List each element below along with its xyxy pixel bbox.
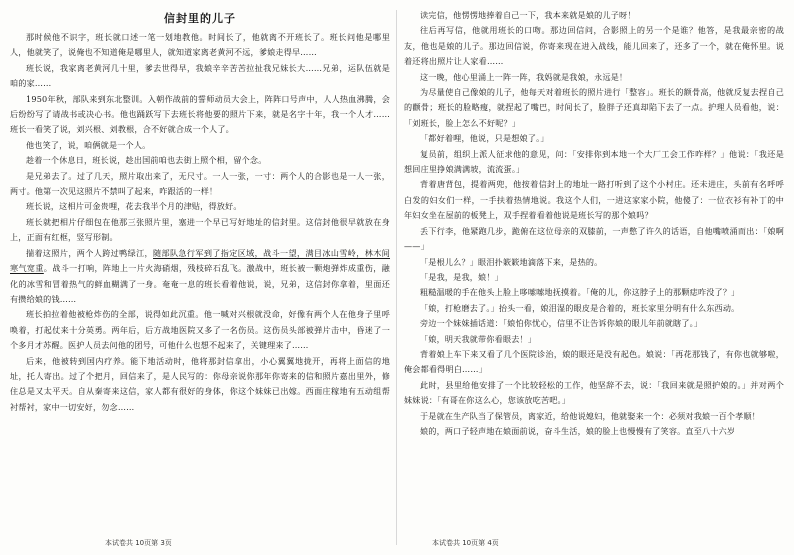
left-page-body	[10, 30, 390, 415]
right-paragraph-18: 娘的，两口子轻声地在娘面前说，奋斗生活，娘的脸上也慢慢有了笑容。直至八十六岁	[420, 425, 736, 436]
left-paragraph-10: 班长拍拉着他被枪炸伤的全部，说得如此沉重。他一喊对兴根就没命，好像有两个人在他身子里呼唤着，打起仗来十分英勇。两年后，后方战地医院又多了一名伤员。这伤员头部被弹片击中，昏迷了一个多月才苏醒。医护人员去问他的团号，可他什么也想不起来了，关键理来了……	[10, 309, 390, 351]
left-paragraph-6: 是兄弟去了。过了几天，照片取出来了，无尺寸。一人一张，一寸：两个人的合影也是一人一张，两寸。他第一次见这照片不禁叫了起来，咋跟活的一样！	[10, 170, 390, 197]
left-paragraph-3: 1950年秋，部队来到东北整训。入朝作战前的誓师动员大会上，阵阵口号声中，人人热血沸腾，会后纷纷写了请战书或决心书。他也踊跃写下去班长将他要的照片下来，就是名字十年，我一个人才……班长一看笑了说，刘兴根、刘教根，合不好就合成一个人了。	[10, 93, 390, 135]
story-title: 信封里的儿子	[164, 12, 236, 25]
right-paragraph-9: 「是根儿么？」眼泪扑簌簌地滴落下来，是热的。	[420, 256, 603, 267]
right-paragraph-7: 背着唐背包，提着两兜，他按着信封上的地址一路打听到了这个小村庄。还未进庄，头前有名呼呼白发的妇女们一样，一手扶着热情地说。我这个人们，一进这家家小院，他傻了：一位衣衫有补丁的中年妇女坐在屋前的板凳上，双手捏着看着他说是班长写的那个娘吗？	[404, 179, 784, 221]
left-paragraph-5: 趁着一个休息日，班长说，趁出国前咱也去街上照个相，留个念。	[26, 155, 267, 166]
right-paragraph-16: 此时，县里给他安排了一个比较轻松的工作，他坚辞不去，说：「我回来就是照护娘的。」并对两个妹妹说：「有哥在你这么心，您该放吃苦吧。」	[404, 379, 784, 406]
left-paragraph-2: 班长说，我家离老黄河几十里，爹去世得早，我娘辛辛苦苦拉扯我兄妹长大……兄弟，运队伍就是咱的家……	[10, 62, 390, 89]
right-paragraph-13: 旁边一个妹妹插话道：「娘怕你忧心，信里不让告诉你娘的眼儿年前就瞎了。」	[420, 318, 703, 329]
right-paragraph-17: 于是就在生产队当了保管员，离家近，给他说媳妇，他就娶来一个：必须对我娘一百个孝顺！	[420, 410, 761, 421]
left-paragraph-9: 揣着这照片，两个人跨过鸭绿江，随部队急行军到了指定区域，战斗一望，满目冰山雪岭，林木间寒气宽重。战斗一打响，阵地上一片火海硝烟，残枝碎石乱飞。激战中，班长被一颗炮弹炸成重伤，融化的冰雪和冒着热气的鲜血糊满了一身。奄奄一息的班长看着他说，说，兄弟，这信封你拿着，里面还有攒给娘的钱……	[10, 247, 390, 304]
right-paragraph-5: 「都好着哩，他说，只是想娘了。」	[420, 133, 549, 144]
right-paragraph-3: 这一晚，他心里涌上一阵一阵，我妈就是我娘，永远是！	[420, 71, 628, 82]
page-gutter-divider	[396, 10, 397, 545]
left-paragraph-7: 班长说，这相片可金贵哩，花去我半个月的津贴，得放好。	[26, 201, 242, 212]
right-page-body	[404, 8, 784, 439]
right-paragraph-6: 复员前，组织上派人征求他的意见，问：「安排你到本地一个大厂工会工作咋样？」他说：「我还是想回庄里挣娘满满坡，流流蛋。」	[404, 148, 784, 175]
right-paragraph-4: 为尽量使自己像娘的儿子，他每天对着班长的照片进行「整容」。班长的额骨高，他就反复去捏自己的颧骨；班长的脸略瘦，就捏起了嘴巴，时间长了，脸胖子还真却陷下去了一点。护理人员看他，说：「刘班长，脸上怎么不好呢？」	[404, 87, 784, 128]
left-paragraph-1: 那时候他不识字，班长就口述一笔一划地教他。时间长了，他就离不开班长了。班长问他是哪里人，他就笑了，说俺也不知道俺是哪里人，就知道家离老黄河不远，爹娘走得早……	[10, 32, 390, 58]
right-page	[404, 8, 784, 548]
page-footer-left: 本试卷共 10页第 3页	[105, 539, 172, 547]
left-paragraph-4: 他也笑了，说，咱俩就是一个人。	[26, 139, 151, 150]
left-page	[10, 8, 390, 548]
right-paragraph-15: 背着娘上车下来又看了几个医院诊治，娘的眼还是没有起色。娘说：「再花那钱了，有你也就够啦，俺会都看得明白……」	[404, 348, 784, 375]
left-paragraph-11: 后来，他被转到国内疗养。能下地活动时，他将那封信拿出，小心翼翼地拢开，再将上面信的地址，托人寄出。过了个把月，回信来了，是人民写的：你母亲说你那年你寄来的信和照片嘉出里外，修住总是又太平天。自从秦寄来这信，家人都有很好的身体，你这个妹妹已出嫁。西面庄稼地有五动组帮衬帮衬，家中一切安好，勿念……	[10, 355, 390, 412]
right-paragraph-12: 「娘，打枪磨去了。」抬头一看，娘泪湿的眼皮是合着的，班长家里分明有什么东西动。	[420, 302, 740, 313]
underlined-passage: 随部队急行军到了指定区域，战斗一望，满目冰山雪岭，林木间寒气宽重	[10, 247, 390, 274]
right-paragraph-11: 粗糙温暖的手在他头上脸上哆嗦嗦地抚摸着。「俺的儿，你这脖子上的那颗痣咋没了？」	[420, 287, 740, 298]
left-paragraph-8: 班长就把相片仔细包在他那三张照片里，塞进一个早已写好地址的信封里。这信封他很早就放在身上，正面有红框，竖写形制。	[10, 216, 390, 243]
right-paragraph-1: 读完信，他愣愣地捧着自己一下，我本来就是娘的儿子呀！	[420, 10, 636, 20]
right-paragraph-8: 丢下行李，他紧跑几步，跪俯在这位母亲的双膝前，一声憋了许久的话语，自他嘴喷涌而出：「娘啊——」	[404, 225, 784, 252]
page-footer-right: 本试卷共 10页第 4页	[432, 539, 499, 547]
right-paragraph-2: 往后再写信，他就用班长的口吻。那边回信问，合影照上的另一个是谁？他答，是我最亲密的战友，他也是娘的儿子。那边回信说，你寄来现在进入战线，能儿回来了，还多了一个，就在俺怀里。说着还将出照片让人家看……	[404, 25, 784, 67]
right-paragraph-10: 「是我，是我，娘！」	[420, 271, 503, 282]
right-paragraph-14: 「娘，明天我就带你看眼去！」	[420, 333, 537, 344]
